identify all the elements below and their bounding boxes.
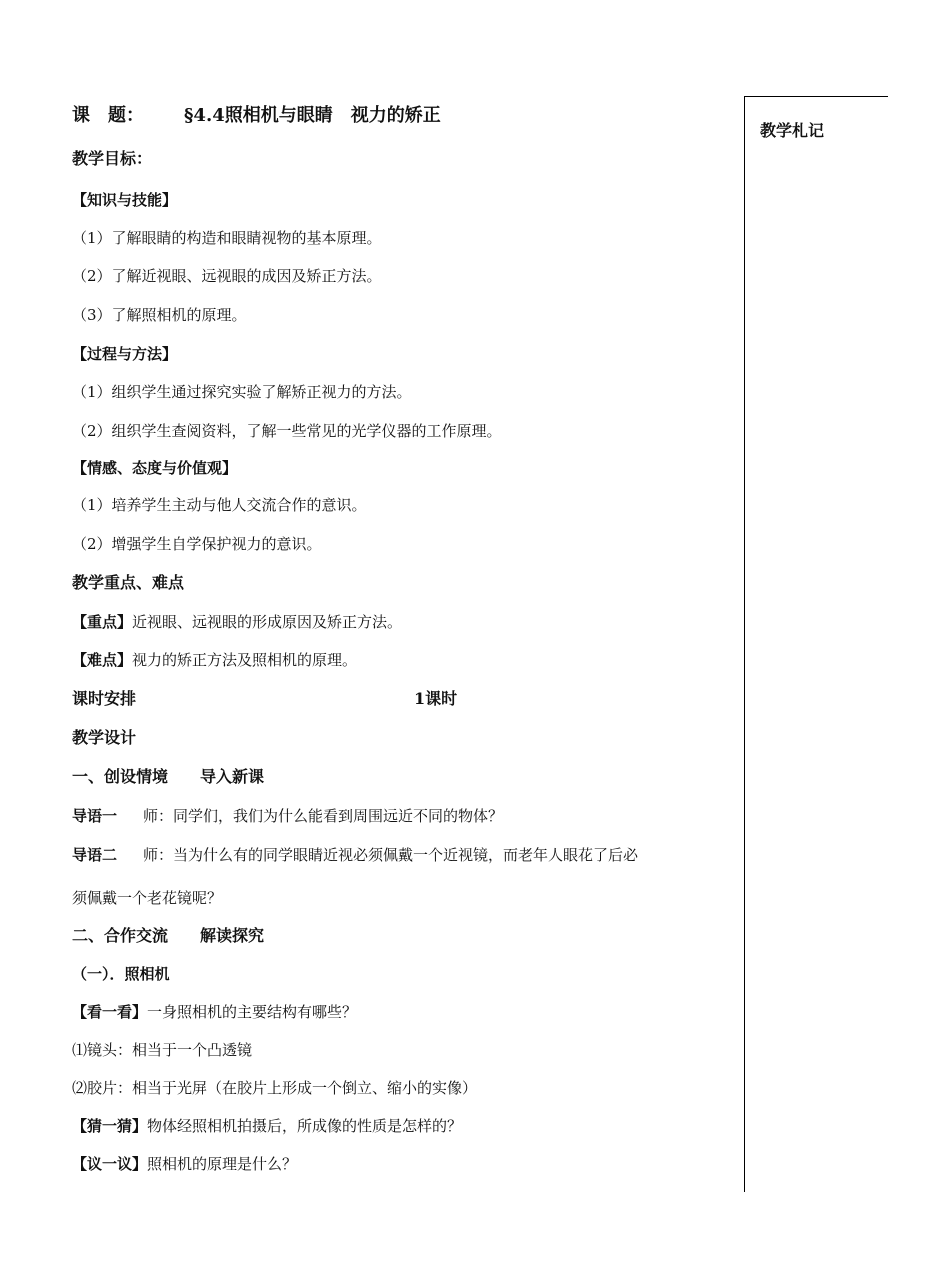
emotion-heading: 【情感、态度与价值观】 (72, 459, 238, 477)
key-point-label: 【重点】 (72, 613, 133, 631)
knowledge-heading: 【知识与技能】 (72, 191, 178, 209)
guess-text: 物体经照相机拍摄后，所成像的性质是怎样的？ (147, 1117, 463, 1135)
key-point-line (72, 612, 402, 632)
process-item: （2）组织学生查阅资料，了解一些常见的光学仪器的工作原理。 (72, 422, 502, 440)
look-text: 一身照相机的主要结构有哪些？ (147, 1003, 358, 1021)
knowledge-item: （1）了解眼睛的构造和眼睛视物的基本原理。 (72, 229, 382, 247)
difficult-point-text: 视力的矫正方法及照相机的原理。 (132, 651, 358, 669)
discuss-line (72, 1154, 297, 1174)
discuss-text: 照相机的原理是什么？ (147, 1155, 298, 1173)
difficult-point-line (72, 650, 357, 670)
process-heading: 【过程与方法】 (72, 345, 178, 363)
guess-line (72, 1116, 462, 1136)
knowledge-item: （2）了解近视眼、远视眼的成因及矫正方法。 (72, 267, 382, 285)
notes-left-rule (744, 96, 745, 1192)
objectives-heading: 教学目标： (72, 149, 153, 168)
intro2-line (72, 845, 639, 865)
knowledge-item: （3）了解照相机的原理。 (72, 306, 247, 324)
section2-heading: 二、合作交流 解读探究 (72, 926, 265, 945)
schedule-line (72, 688, 492, 710)
topic-label: 课 题： (72, 105, 144, 126)
lens-line: ⑴镜头：相当于一个凸透镜 (72, 1041, 253, 1059)
difficult-point-label: 【难点】 (72, 651, 133, 669)
look-line (72, 1002, 357, 1022)
topic-line (72, 104, 441, 128)
schedule-label: 课时安排 (72, 689, 137, 708)
topic-title: §4.4照相机与眼睛 视力的矫正 (184, 105, 441, 126)
section1-heading: 一、创设情境 导入新课 (72, 767, 265, 786)
emotion-item: （1）培养学生主动与他人交流合作的意识。 (72, 496, 367, 514)
process-item: （1）组织学生通过探究实验了解矫正视力的方法。 (72, 383, 412, 401)
camera-heading: （一）．照相机 (72, 965, 170, 983)
intro2-text: 师：当为什么有的同学眼睛近视必须佩戴一个近视镜，而老年人眼花了后必 (143, 846, 639, 864)
film-line: ⑵胶片：相当于光屏（在胶片上形成一个倒立、缩小的实像） (72, 1079, 478, 1097)
emotion-item: （2）增强学生自学保护视力的意识。 (72, 535, 322, 553)
intro1-text: 师：同学们，我们为什么能看到周围远近不同的物体？ (143, 807, 504, 825)
discuss-label: 【议一议】 (72, 1155, 148, 1173)
guess-label: 【猜一猜】 (72, 1117, 148, 1135)
key-difficult-heading: 教学重点、难点 (72, 573, 185, 592)
schedule-value: 1课时 (414, 689, 458, 708)
notes-top-rule (744, 96, 888, 97)
teaching-notes-column (744, 96, 888, 1192)
key-point-text: 近视眼、远视眼的形成原因及矫正方法。 (132, 613, 403, 631)
intro1-line (72, 806, 504, 826)
intro2-label: 导语二 (72, 846, 118, 864)
intro1-label: 导语一 (72, 807, 118, 825)
notes-title: 教学札记 (760, 121, 825, 140)
design-heading: 教学设计 (72, 728, 137, 747)
look-label: 【看一看】 (72, 1003, 148, 1021)
intro2-continuation: 须佩戴一个老花镜呢？ (72, 889, 223, 907)
